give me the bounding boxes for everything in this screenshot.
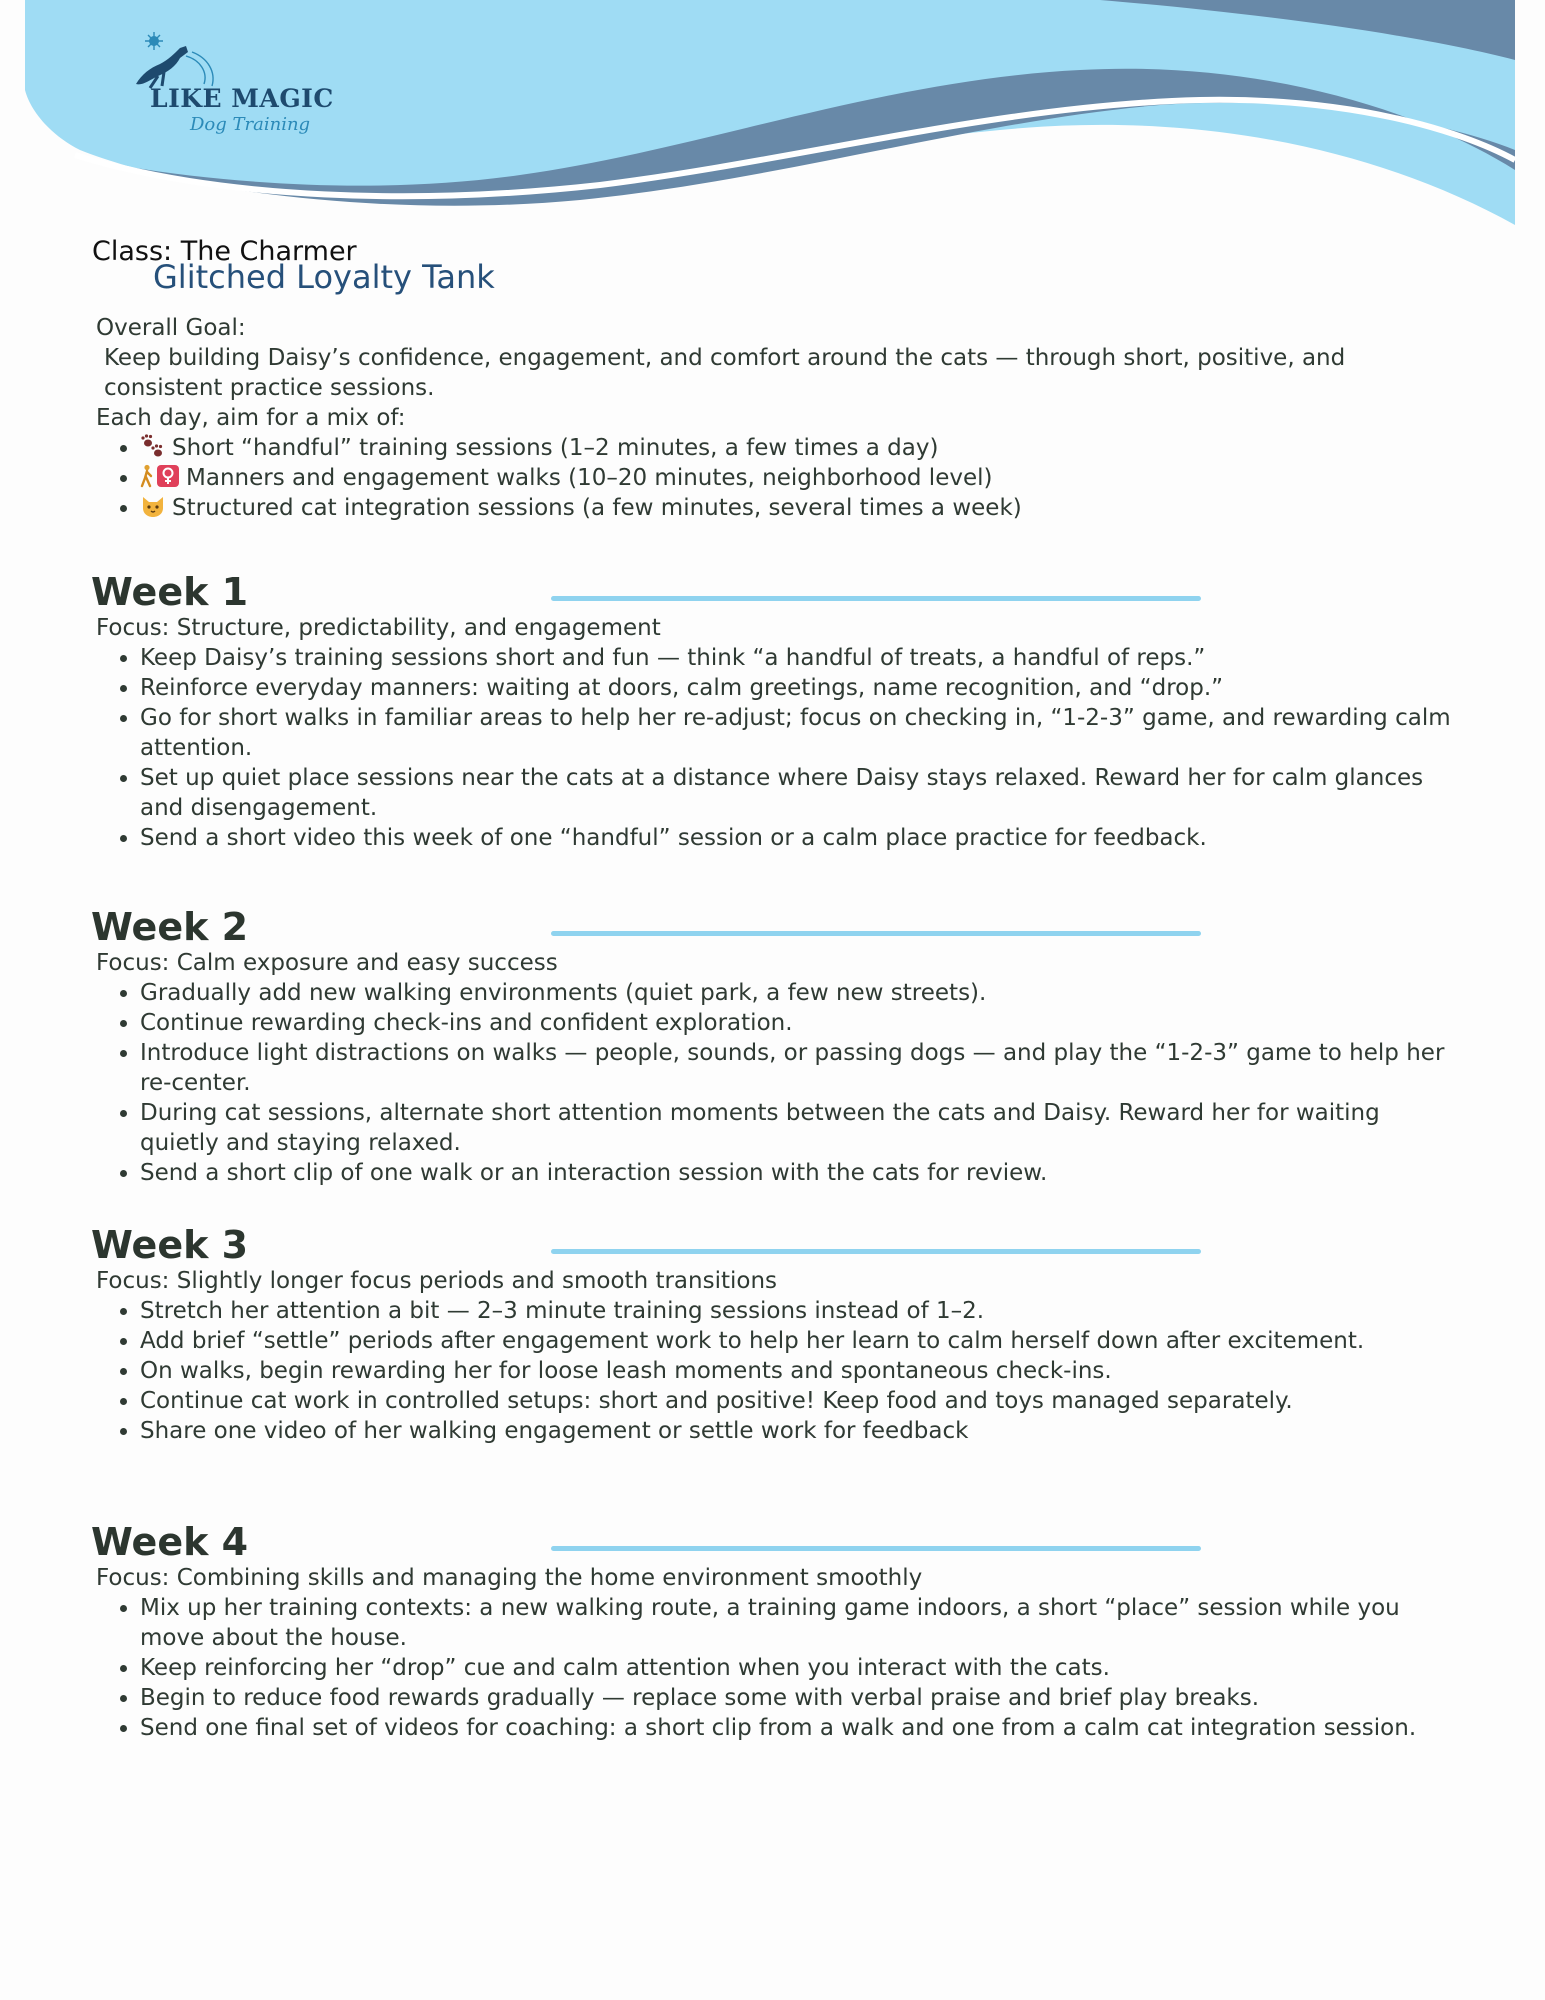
list-item-text: Short “handful” training sessions (1–2 minutes, a few times a day) <box>172 435 939 461</box>
list-item: • Continue cat work in controlled setups: short and positive! Keep food and toys managed separately. <box>140 1386 1460 1416</box>
week-divider <box>551 1249 1201 1254</box>
walking-person-icon <box>140 464 180 488</box>
list-item: • Gradually add new walking environments (quiet park, a few new streets). <box>140 978 1460 1008</box>
class-title: Class: The Charmer <box>92 236 357 267</box>
list-item: • During cat sessions, alternate short attention moments between the cats and Daisy. Reward her for waiting quietly and staying relaxed. <box>140 1098 1460 1158</box>
list-item: • Send a short clip of one walk or an interaction session with the cats for review. <box>140 1158 1460 1188</box>
overall-goal-label: Overall Goal: <box>96 315 246 341</box>
week-task-list <box>96 1296 1460 1446</box>
week-task-list <box>96 978 1460 1188</box>
list-item: • Mix up her training contexts: a new walking route, a training game indoors, a short “place” session while you move about the house. <box>140 1593 1460 1653</box>
brand-name: LIKE MAGIC <box>150 84 334 113</box>
overall-goal-section <box>96 313 1416 523</box>
list-item: • Stretch her attention a bit — 2–3 minute training sessions instead of 1–2. <box>140 1296 1460 1326</box>
week-title: Week 1 <box>91 570 249 614</box>
list-item: • Send a short video this week of one “handful” session or a calm place practice for feedback. <box>140 823 1460 853</box>
list-item: • Add brief “settle” periods after engagement work to help her learn to calm herself down after excitement. <box>140 1326 1460 1356</box>
list-item-text: Manners and engagement walks (10–20 minutes, neighborhood level) <box>186 465 993 491</box>
daily-mix-list <box>96 433 1416 523</box>
week-title: Week 3 <box>91 1223 249 1267</box>
daily-mix-label: Each day, aim for a mix of: <box>96 405 406 431</box>
class-subtitle: Glitched Loyalty Tank <box>153 258 495 296</box>
cat-face-icon <box>140 494 166 518</box>
week-title: Week 4 <box>91 1520 249 1564</box>
overall-goal-text: Keep building Daisy’s confidence, engagement, and comfort around the cats — through short, positive, and consistent practice sessions. <box>104 345 1346 401</box>
week-focus: Focus: Structure, predictability, and engagement <box>96 615 661 641</box>
list-item: • Introduce light distractions on walks — people, sounds, or passing dogs — and play the “1-2-3” game to help her re-center. <box>140 1038 1460 1098</box>
list-item: • Send one final set of videos for coaching: a short clip from a walk and one from a calm cat integration session. <box>140 1713 1460 1743</box>
week-title: Week 2 <box>91 905 249 949</box>
list-item: • Keep Daisy’s training sessions short and fun — think “a handful of treats, a handful of reps.” <box>140 643 1460 673</box>
week-task-list <box>96 643 1460 853</box>
list-item: • Continue rewarding check-ins and confident exploration. <box>140 1008 1460 1038</box>
week-divider <box>551 1546 1201 1551</box>
list-item: • Reinforce everyday manners: waiting at doors, calm greetings, name recognition, and “drop.” <box>140 673 1460 703</box>
week-divider <box>551 931 1201 936</box>
list-item: • On walks, begin rewarding her for loose leash moments and spontaneous check-ins. <box>140 1356 1460 1386</box>
list-item: • Go for short walks in familiar areas to help her re-adjust; focus on checking in, “1-2-3” game, and rewarding calm attention. <box>140 703 1460 763</box>
week-divider <box>551 596 1201 601</box>
list-item <box>140 433 1416 463</box>
list-item: • Share one video of her walking engagement or settle work for feedback <box>140 1416 1460 1446</box>
list-item <box>140 463 1416 493</box>
list-item: • Set up quiet place sessions near the cats at a distance where Daisy stays relaxed. Reward her for calm glances and disengagement. <box>140 763 1460 823</box>
list-item <box>140 493 1416 523</box>
week-focus: Focus: Calm exposure and easy success <box>96 950 558 976</box>
list-item-text: Structured cat integration sessions (a few minutes, several times a week) <box>172 495 1022 521</box>
brand-tagline: Dog Training <box>190 114 311 135</box>
week-focus: Focus: Slightly longer focus periods and smooth transitions <box>96 1268 778 1294</box>
week-task-list <box>96 1593 1460 1743</box>
list-item: • Keep reinforcing her “drop” cue and calm attention when you interact with the cats. <box>140 1653 1460 1683</box>
week-focus: Focus: Combining skills and managing the home environment smoothly <box>96 1565 923 1591</box>
list-item: • Begin to reduce food rewards gradually — replace some with verbal praise and brief play breaks. <box>140 1683 1460 1713</box>
paw-prints-icon <box>140 434 166 458</box>
brand-logo <box>128 26 334 136</box>
